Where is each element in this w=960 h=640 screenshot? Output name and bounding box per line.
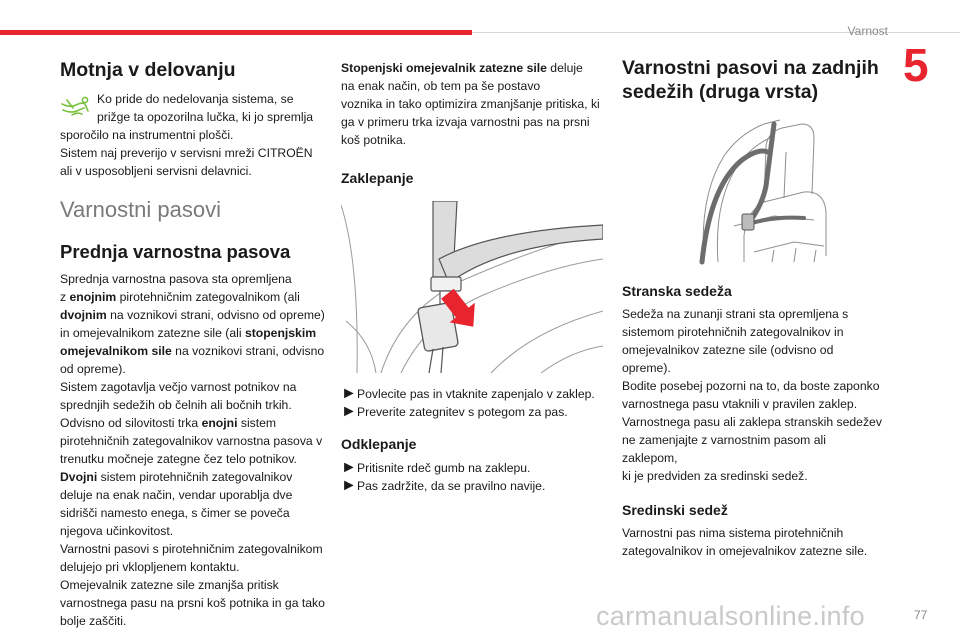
text-line: pirotehničnih zategovalnikov varnostna pasova v [60,434,323,448]
text-line: deluje na enak način, vendar uporablja dve [60,488,293,502]
page-number: 77 [914,608,928,622]
text-line: sistemom pirotehničnih zategovalnikov in [622,325,844,339]
text-line: varnostnega pasu vtaknili v pravilen zaklep. [622,397,858,411]
warning-line: Ko pride do nedelovanja sistema, se [97,92,294,106]
text-line: Stopenjski omejevalnik zatezne sile deluje [341,61,583,75]
text-line: sprednjih sedežih ob čelnih ali bočnih trkih. [60,398,292,412]
text-line: koš potnika. [341,133,407,147]
list-item: ► Pas zadržite, da se pravilno navije. [341,477,546,494]
unlocking-steps [341,459,603,495]
column-right [622,52,884,560]
text-line: trenutku močneje zategne čez telo potnikov. [60,452,297,466]
malfunction-title: Motnja v delovanju [60,59,236,81]
header-red-bar [0,30,472,35]
unlocking-title: Odklepanje [341,436,417,452]
text-line: Omejevalnik zatezne sile zmanjša pritisk [60,578,279,592]
text-line: Varnostni pas nima sistema pirotehničnih [622,526,844,540]
warning-line: sporočilo na instrumentni plošči. [60,128,234,142]
column-middle [341,52,603,495]
text-line: od opreme). [60,362,126,376]
text-line: dvojnim na voznikovi strani, odvisno od opreme) [60,308,325,322]
side-seats-title: Stranska sedeža [622,283,732,299]
center-seat-text [622,524,884,560]
stage-limiter-text [341,59,603,149]
text-line: sidrišči namesto enega, s čimer se poveča [60,506,290,520]
title-line: Varnostni pasovi na zadnjih [622,57,879,79]
front-seatbelts-text [60,270,325,630]
rear-seatbelts-title [622,56,884,104]
text-line: voznika in tako optimizira zmanjšanje pritiska, ki [341,97,600,111]
header-section-title: Varnost [847,24,888,38]
text-line: ga v primeru trka izvaja varnostni pas na prsni [341,115,590,129]
text-line: bolje zaščiti. [60,614,127,628]
section-title-seatbelts: Varnostni pasovi [60,197,222,222]
locking-steps [341,385,603,421]
warning-line: Sistem naj preverijo v servisni mreži CITROËN [60,146,313,160]
text-line: Varnostni pasovi s pirotehničnim zategovalnikom [60,542,323,556]
text-line: zategovalnikov in omejevalnikov zatezne sile. [622,544,868,558]
text-line: z enojnim pirotehničnim zategovalnikom (ali [60,290,300,304]
text-line: in omejevalnikom zatezne sile (ali stopenjskim [60,326,317,340]
title-line: sedežih (druga vrsta) [622,81,819,103]
center-seat-title: Sredinski sedež [622,502,728,518]
bullet-arrow-icon: ► [341,459,357,476]
text-line: Sprednja varnostna pasova sta opremljena [60,272,292,286]
text-line: ne zamenjajte z varnostnim pasom ali zaklepom, [622,433,826,465]
warning-line: ali v usposobljeni servisni delavnici. [60,164,252,178]
watermark: carmanualsonline.info [596,601,865,631]
bullet-arrow-icon: ► [341,403,357,420]
text-line: Dvojni sistem pirotehničnih zategovalnikov [60,470,293,484]
chapter-number: 5 [903,39,929,91]
text-line: delujejo pri vklopljenem kontaktu. [60,560,240,574]
text-line: Bodite posebej pozorni na to, da boste zaponko [622,379,880,393]
text-line: Odvisno od silovitosti trka enojni sistem [60,416,277,430]
text-line: varnostnega pasu na prsni koš potnika in ga tako [60,596,325,610]
text-line: njegova učinkovitost. [60,524,174,538]
rear-seats-illustration [684,116,834,266]
seatbelt-warning-icon [60,95,92,117]
text-line: Varnostnega pasu ali zaklepa stranskih sedežev [622,415,882,429]
list-item: ► Pritisnite rdeč gumb na zaklepu. [341,459,531,476]
bullet-arrow-icon: ► [341,385,357,402]
list-item: ► Povlecite pas in vtaknite zapenjalo v zaklep. [341,385,595,402]
text-line: omejevalnikom sile na voznikovi strani, odvisno [60,344,325,358]
text-line: omejevalnikov zatezne sile (odvisno od opreme). [622,343,834,375]
front-seatbelts-title: Prednja varnostna pasova [60,241,291,262]
warning-line: prižge ta opozorilna lučka, ki jo spremlja [97,110,314,124]
side-seats-text [622,305,884,485]
text-line: Sedeža na zunanji strani sta opremljena s [622,307,849,321]
list-item: ► Preverite zategnitev s potegom za pas. [341,403,568,420]
locking-title: Zaklepanje [341,170,414,186]
warning-note [60,90,325,126]
text-line: na enak način, ob tem pa še postavo [341,79,541,93]
text-line: ki je predviden za sredinski sedež. [622,469,808,483]
column-left [60,52,325,630]
buckle-illustration [341,201,603,373]
text-line: Sistem zagotavlja večjo varnost potnikov na [60,380,297,394]
bullet-arrow-icon: ► [341,477,357,494]
